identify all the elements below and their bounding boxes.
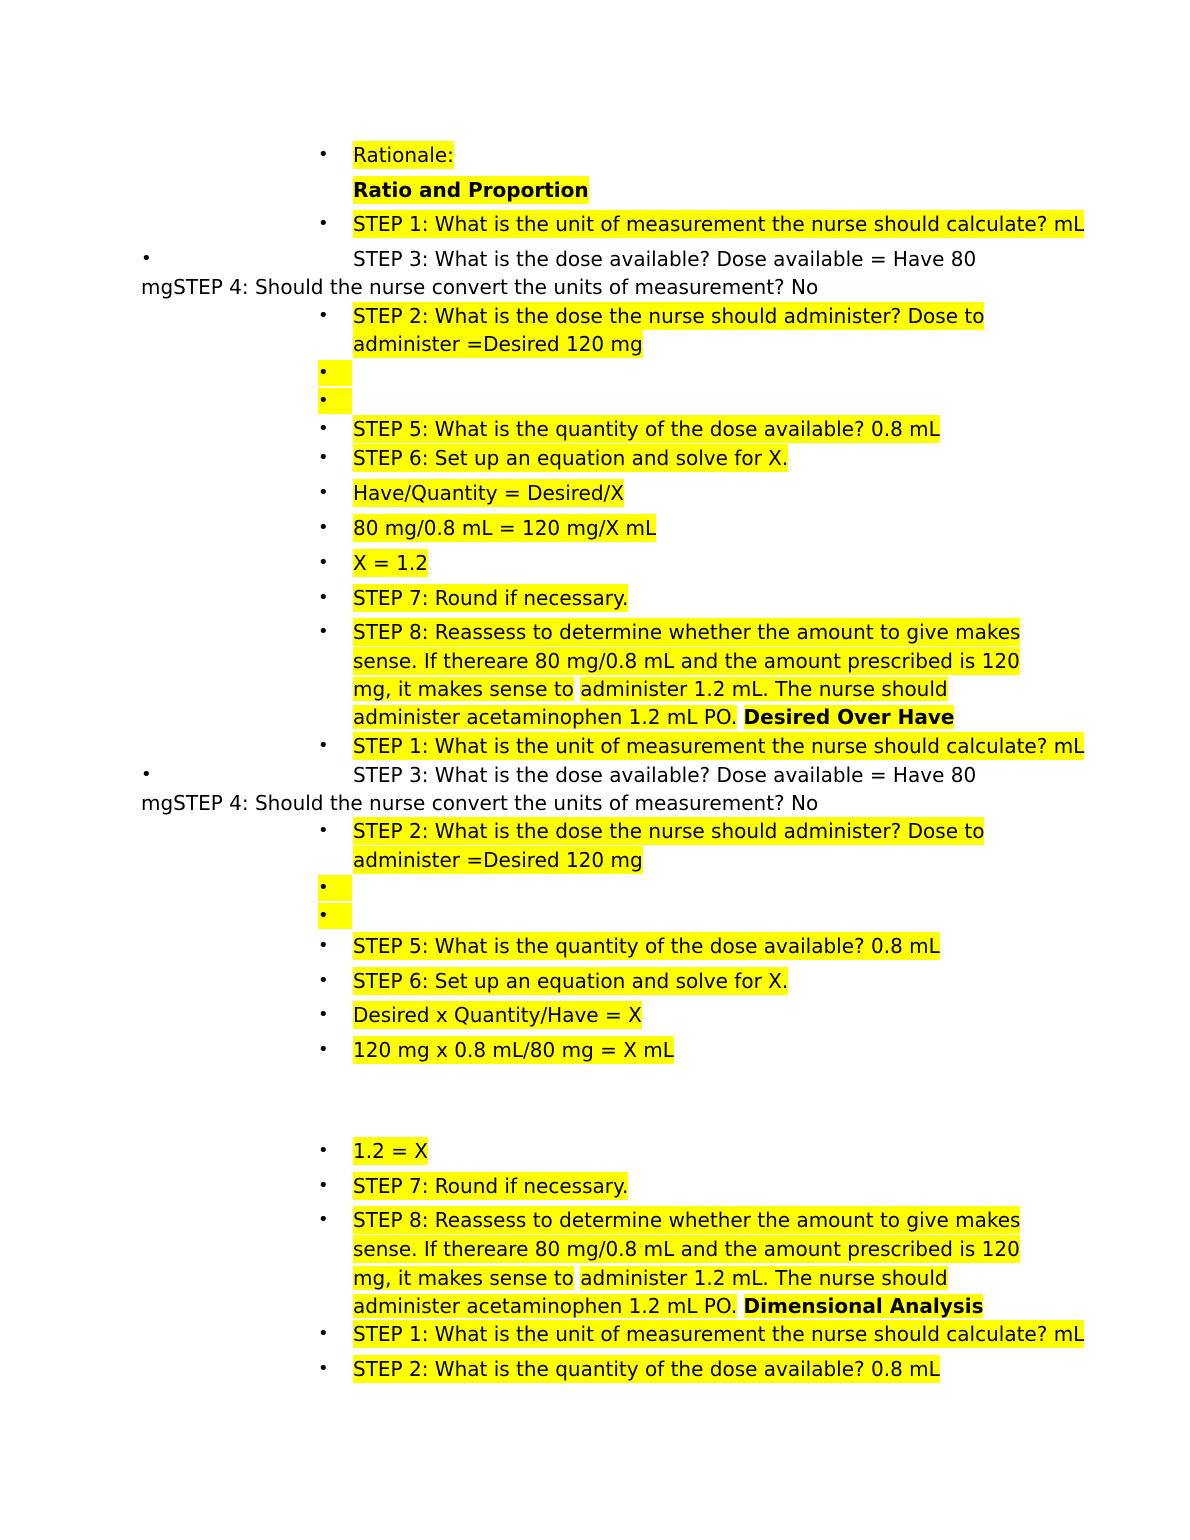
equation-text: 80 mg/0.8 mL = 120 mg/X mL (353, 516, 657, 540)
bullet: • (318, 1209, 329, 1230)
step-text: STEP 2: What is the quantity of the dose available? 0.8 mL (353, 1357, 940, 1381)
step-text: STEP 7: Round if necessary. (353, 586, 629, 610)
step-text: STEP 6: Set up an equation and solve for X. (353, 969, 789, 993)
bullet: • (318, 305, 329, 326)
step-text: mg, it makes sense to (353, 677, 574, 701)
bullet: • (318, 587, 329, 608)
step-text: mgSTEP 4: Should the nurse convert the units of measurement? No (141, 791, 819, 815)
bullet: • (318, 820, 329, 841)
ratio-proportion-heading: Ratio and Proportion (353, 178, 589, 202)
bullet: • (318, 735, 329, 756)
step-text: administer acetaminophen 1.2 mL PO. (353, 705, 738, 729)
rationale-label: Rationale: (353, 143, 454, 167)
step-text: administer acetaminophen 1.2 mL PO. (353, 1294, 738, 1318)
bullet: • (318, 213, 329, 234)
equation-text: X = 1.2 (353, 551, 428, 575)
step-text: administer 1.2 mL. The nurse should (580, 677, 948, 701)
bullet: • (318, 447, 329, 468)
step-text: STEP 3: What is the dose available? Dose available = Have 80 (353, 763, 977, 787)
step-text: STEP 1: What is the unit of measurement the nurse should calculate? mL (353, 1322, 1085, 1346)
step-text: STEP 3: What is the dose available? Dose available = Have 80 (353, 247, 977, 271)
bullet: • (318, 482, 329, 503)
step-text: STEP 1: What is the unit of measurement the nurse should calculate? mL (353, 734, 1085, 758)
step-text: mgSTEP 4: Should the nurse convert the units of measurement? No (141, 275, 819, 299)
step-text: administer =Desired 120 mg (353, 848, 643, 872)
bullet: • (318, 1323, 329, 1344)
step-text: STEP 8: Reassess to determine whether the amount to give makes (353, 620, 1021, 644)
step-text: sense. If thereare 80 mg/0.8 mL and the amount prescribed is 120 (353, 1237, 1020, 1261)
equation-text: 120 mg x 0.8 mL/80 mg = X mL (353, 1038, 674, 1062)
step-text: STEP 1: What is the unit of measurement the nurse should calculate? mL (353, 212, 1085, 236)
step-text: STEP 2: What is the dose the nurse should administer? Dose to (353, 819, 985, 843)
step-text: STEP 6: Set up an equation and solve for X. (353, 446, 789, 470)
step-text: administer 1.2 mL. The nurse should (580, 1266, 948, 1290)
bullet: • (318, 552, 329, 573)
bullet: • (141, 764, 152, 785)
bullet: • (318, 360, 352, 386)
equation-text: Desired x Quantity/Have = X (353, 1003, 642, 1027)
dimensional-analysis-heading: Dimensional Analysis (743, 1294, 984, 1318)
bullet: • (141, 248, 152, 269)
bullet: • (318, 1175, 329, 1196)
equation-text: Have/Quantity = Desired/X (353, 481, 624, 505)
bullet: • (318, 418, 329, 439)
bullet: • (318, 1140, 329, 1161)
bullet: • (318, 517, 329, 538)
step-text: sense. If thereare 80 mg/0.8 mL and the amount prescribed is 120 (353, 649, 1020, 673)
bullet: • (318, 621, 329, 642)
step-text: STEP 5: What is the quantity of the dose available? 0.8 mL (353, 934, 940, 958)
desired-over-have-heading: Desired Over Have (743, 705, 955, 729)
step-text: STEP 5: What is the quantity of the dose available? 0.8 mL (353, 417, 940, 441)
bullet: • (318, 903, 352, 929)
bullet: • (318, 1004, 329, 1025)
step-text: STEP 8: Reassess to determine whether the amount to give makes (353, 1208, 1021, 1232)
step-text: STEP 2: What is the dose the nurse should administer? Dose to (353, 304, 985, 328)
step-text: STEP 7: Round if necessary. (353, 1174, 629, 1198)
bullet: • (318, 970, 329, 991)
bullet: • (318, 875, 352, 901)
step-text: administer =Desired 120 mg (353, 332, 643, 356)
bullet: • (318, 1358, 329, 1379)
bullet: • (318, 388, 352, 414)
bullet: • (318, 144, 329, 165)
bullet: • (318, 1039, 329, 1060)
equation-text: 1.2 = X (353, 1139, 428, 1163)
step-text: mg, it makes sense to (353, 1266, 574, 1290)
bullet: • (318, 935, 329, 956)
